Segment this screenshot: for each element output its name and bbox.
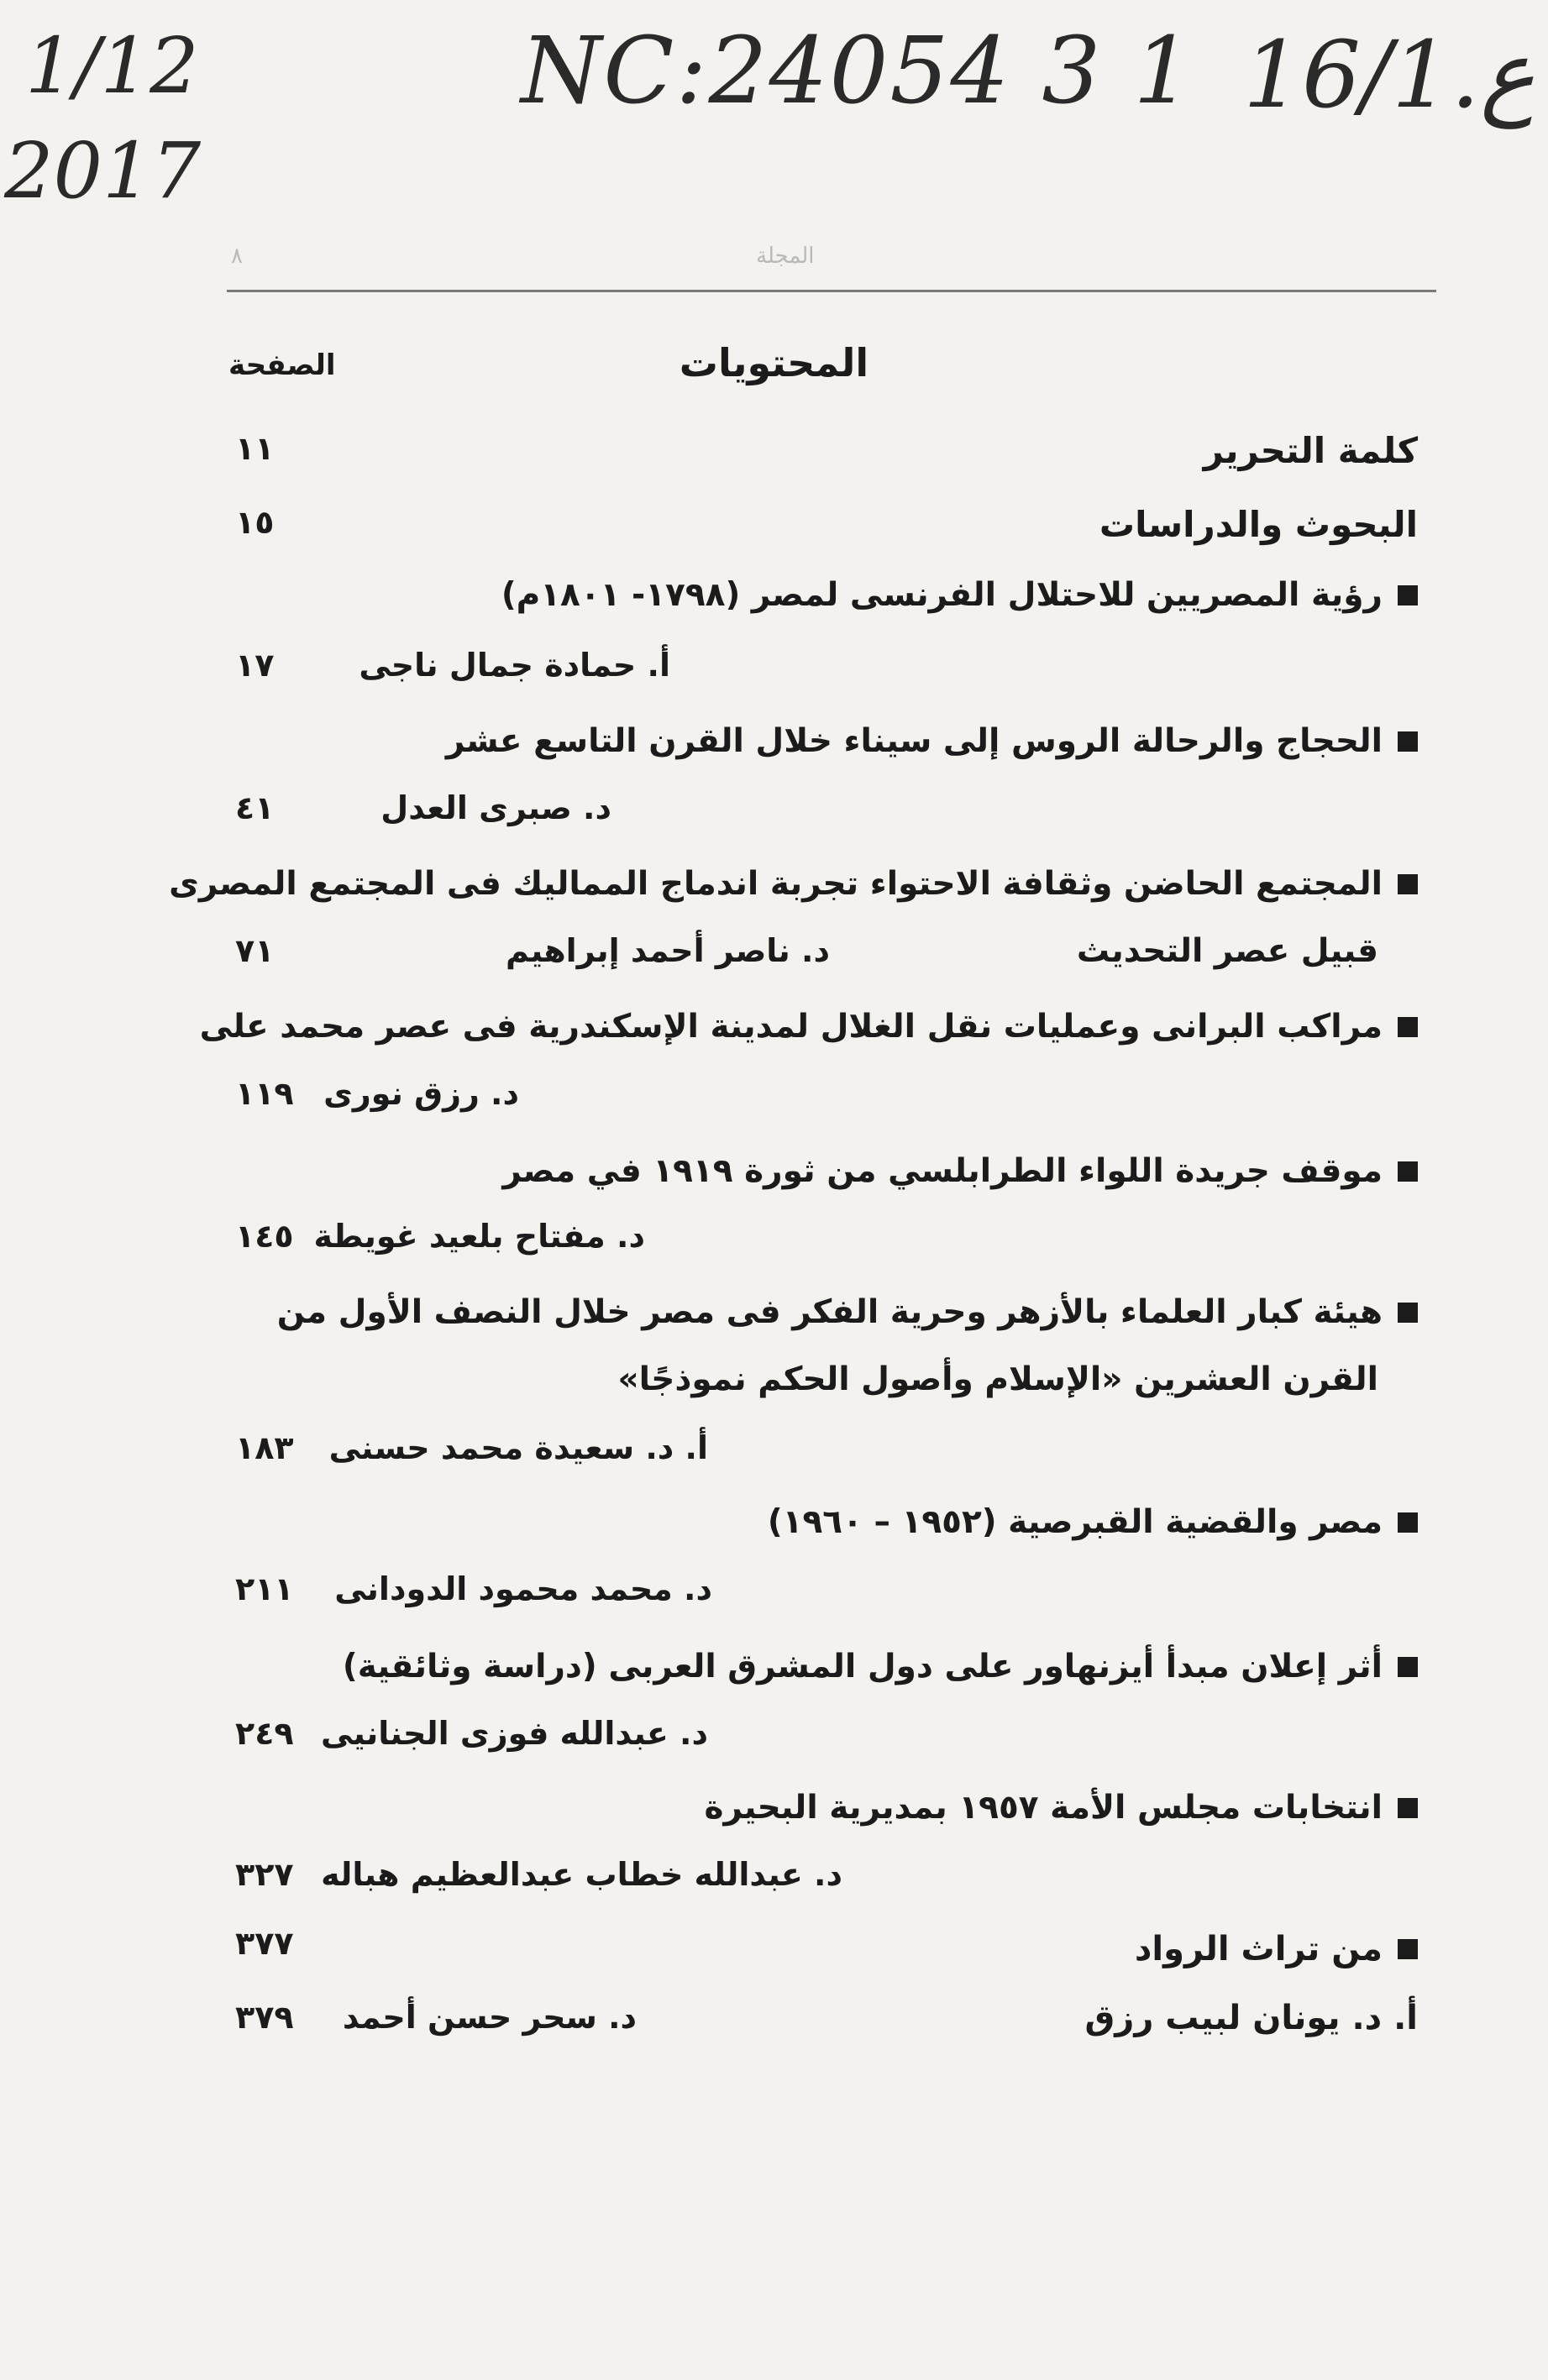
toc-article-title: الحجاج والرحالة الروس إلى سيناء خلال القرن التاسع عشر <box>446 722 1418 760</box>
bullet-square-icon <box>1398 1939 1418 1959</box>
toc-author: د. عبدالله فوزى الجنانيى <box>321 1715 708 1752</box>
bullet-square-icon <box>1398 1161 1418 1182</box>
page-number: ١٤٥ <box>235 1218 294 1255</box>
bullet-square-icon <box>1398 1303 1418 1323</box>
bullet-square-icon <box>1398 1798 1418 1818</box>
header-rule <box>227 290 1436 292</box>
running-header-title: المجلة <box>756 244 815 269</box>
bullet-square-icon <box>1398 874 1418 894</box>
page-number: ١٧ <box>235 647 275 684</box>
bullet-square-icon <box>1398 1657 1418 1677</box>
toc-author: د. رزق نورى <box>323 1075 519 1112</box>
section-title: كلمة التحرير <box>1203 430 1418 471</box>
toc-article-title-continued: قبيل عصر التحديث <box>1076 932 1378 970</box>
toc-author: أ. د. سعيدة محمد حسنى <box>328 1429 708 1466</box>
toc-heritage-title: من تراث الرواد <box>1135 1930 1418 1968</box>
toc-article-title: مصر والقضية القبرصية (١٩٥٢ – ١٩٦٠) <box>768 1503 1418 1541</box>
handwritten-note-year: 2017 <box>4 126 202 216</box>
page-number: ٤١ <box>235 789 275 826</box>
page-number: ٢١١ <box>235 1570 294 1607</box>
bullet-square-icon <box>1398 1512 1418 1533</box>
page-column-header: الصفحة <box>228 349 336 382</box>
toc-article-title: موقف جريدة اللواء الطرابلسي من ثورة ١٩١٩ في مصر <box>502 1152 1418 1190</box>
page-number: ٣٧٩ <box>235 1999 294 2036</box>
page-number: ١٨٣ <box>235 1429 294 1466</box>
page-number: ٣٧٧ <box>235 1925 294 1962</box>
handwritten-note-date: 1/12 <box>25 21 199 111</box>
toc-author: د. ناصر أحمد إبراهيم <box>506 932 830 969</box>
bullet-square-icon <box>1398 731 1418 752</box>
bullet-square-icon <box>1398 1017 1418 1037</box>
page-number: ٢٤٩ <box>235 1715 294 1752</box>
page-number: ٧١ <box>235 932 275 969</box>
toc-author: د. محمد محمود الدودانى <box>334 1570 712 1607</box>
handwritten-issue-number: ع.16/1 <box>1243 21 1535 128</box>
bullet-square-icon <box>1398 585 1418 605</box>
toc-author: د. عبدالله خطاب عبدالعظيم هباله <box>321 1856 842 1893</box>
toc-article-title: انتخابات مجلس الأمة ١٩٥٧ بمديرية البحيرة <box>704 1789 1418 1827</box>
toc-article-title: أثر إعلان مبدأ أيزنهاور على دول المشرق العربى (دراسة وثائقية) <box>343 1648 1418 1685</box>
section-title: البحوث والدراسات <box>1099 504 1418 545</box>
handwritten-catalog-number: NC:24054 3 1 <box>521 17 1194 124</box>
toc-article-title: رؤية المصريين للاحتلال الفرنسى لمصر (١٧٩٨- ١٨٠١م) <box>501 576 1418 614</box>
toc-article-title: المجتمع الحاضن وثقافة الاحتواء تجربة اندماج المماليك فى المجتمع المصرى <box>169 865 1418 903</box>
toc-article-title: مراكب البرانى وعمليات نقل الغلال لمدينة الإسكندرية فى عصر محمد على <box>200 1008 1418 1046</box>
toc-heritage-subject: أ. د. يونان لبيب رزق <box>1084 1999 1418 2037</box>
page-number: ١١٩ <box>235 1075 294 1112</box>
page-number: ١١ <box>235 430 275 467</box>
toc-author: د. صبرى العدل <box>380 789 611 826</box>
toc-article-title-continued: القرن العشرين «الإسلام وأصول الحكم نموذجًا» <box>617 1360 1378 1398</box>
page-number: ١٥ <box>235 504 275 541</box>
toc-author: د. مفتاح بلعيد غويطة <box>313 1218 645 1255</box>
toc-article-title: هيئة كبار العلماء بالأزهر وحرية الفكر فى مصر خلال النصف الأول من <box>277 1293 1418 1331</box>
page-number: ٣٢٧ <box>235 1856 294 1893</box>
toc-author: د. سحر حسن أحمد <box>342 1999 637 2036</box>
toc-author: أ. حمادة جمال ناجى <box>359 647 670 684</box>
running-header-page: ٨ <box>231 244 243 269</box>
page-title: المحتويات <box>679 340 869 385</box>
